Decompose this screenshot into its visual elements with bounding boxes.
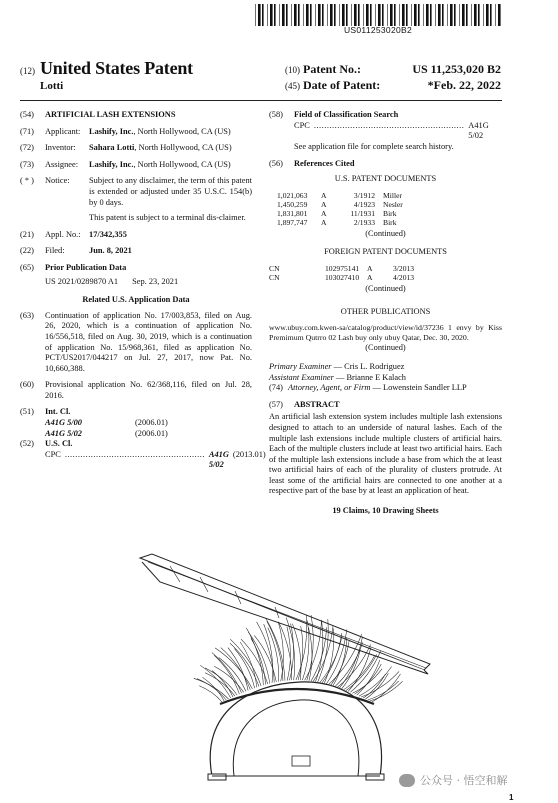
barcode-bar [274, 4, 276, 26]
attorney [269, 383, 502, 394]
reference-kind: A [321, 190, 327, 200]
reference-number: 1,450,259 [277, 199, 308, 209]
applicator-upper-arm [140, 554, 430, 670]
barcode-bar [318, 4, 321, 26]
claims-summary: 19 Claims, 10 Drawing Sheets [332, 506, 439, 516]
patent-number-label: Patent No.: [303, 62, 361, 76]
reference-date: 3/2013 [393, 263, 415, 273]
attorney-label: Attorney, Agent, or Firm [287, 383, 371, 393]
field-appl-no [20, 230, 252, 241]
reference-date: 4/2013 [393, 272, 415, 282]
barcode-bar [298, 4, 300, 26]
publication-number: US 2021/0289870 A1 [45, 276, 119, 286]
classification-version: (2006.01) [135, 428, 168, 438]
barcode-bar [414, 4, 417, 26]
classification: A41G 5/00 [45, 418, 82, 428]
barcode-bar [399, 4, 400, 26]
other-publication: www.ubuy.com.kwen-sa/catalog/product/view/id/37236 1 envy by Kiss Premimum Qutrro 02 Lash buy only ubuy Qatar, Dec. 30, 2020. [269, 323, 502, 342]
watermark [399, 772, 508, 788]
barcode-bar [423, 4, 424, 26]
barcode-bar [322, 4, 324, 26]
barcode-bar [495, 4, 496, 26]
reference-date: 2/1933 [353, 218, 375, 228]
document-title: United States Patent [40, 58, 193, 78]
reference-kind: A [321, 208, 327, 218]
assistant-examiner [269, 373, 502, 384]
us-cl-cpc-row [20, 449, 266, 471]
applicant-location: , North Hollywood, CA (US) [133, 126, 231, 136]
reference-kind: A [367, 263, 373, 273]
barcode-bar [382, 4, 384, 26]
code-45: (45) [285, 81, 300, 91]
barcode-bar [394, 4, 396, 26]
barcode-bar [483, 4, 484, 26]
field-int-cl [20, 407, 252, 418]
lash-hair [202, 677, 224, 701]
field-number: (22) [20, 246, 34, 256]
continued-note: (Continued) [365, 283, 406, 293]
barcode-bar [291, 4, 292, 26]
barcode-bar [354, 4, 357, 26]
lash-hair [214, 655, 239, 694]
field-number: (73) [20, 159, 34, 169]
barcode-bar [315, 4, 316, 26]
patent-number: US 11,253,020 B2 [412, 62, 501, 76]
barcode-bar [406, 4, 408, 26]
lash-hair [221, 648, 251, 690]
invention-title: ARTIFICIAL LASH EXTENSIONS [45, 110, 176, 119]
search-history-note: See application file for complete search history. [294, 141, 454, 151]
section-heading: U.S. PATENT DOCUMENTS [334, 173, 437, 183]
field-label: Filed: [45, 246, 65, 256]
field-value [89, 127, 252, 138]
reference-kind: A [321, 199, 327, 209]
field-number: (58) [269, 110, 283, 119]
barcode-bar [279, 4, 280, 26]
barcode-bar [430, 4, 432, 26]
field-label: Field of Classification Search [294, 110, 399, 119]
reference-name: Birk [383, 208, 397, 218]
barcode-bar [459, 4, 460, 26]
field-applicant [20, 127, 252, 138]
barcode-bar [435, 4, 436, 26]
search-cpc-row [269, 121, 502, 142]
reference-date: 4/1923 [353, 199, 375, 209]
lash-hair [234, 649, 254, 689]
reference-name: Birk [383, 218, 397, 228]
reference-number: 1,831,801 [277, 208, 308, 218]
barcode-bar [402, 4, 405, 26]
field-number: (71) [20, 126, 34, 136]
assignee-location: , North Hollywood, CA (US) [133, 159, 231, 169]
reference-country: CN [269, 263, 280, 273]
barcode-bar [387, 4, 388, 26]
section-heading: References Cited [294, 159, 355, 169]
patent-number-row [285, 62, 501, 78]
notice-text: Subject to any disclaimer, the term of this patent is extended or adjusted under 35 U.S.C. 154(b) by 0 days. [89, 176, 252, 207]
reference-country: CN [269, 272, 280, 282]
patent-drawing [140, 552, 430, 782]
date-row [285, 78, 501, 94]
prior-publication-row [20, 277, 252, 288]
barcode [255, 4, 501, 26]
classification: A41G 5/02 [45, 428, 82, 438]
classification: A41G 5/02 [468, 120, 489, 141]
filing-date: Jun. 8, 2021 [89, 246, 132, 256]
field-abstract [269, 400, 502, 411]
watermark-text: 公众号 · 悟空和解 [420, 774, 508, 787]
section-heading: FOREIGN PATENT DOCUMENTS [324, 246, 447, 256]
eye-model-plaque [292, 756, 310, 766]
reference-row [269, 264, 502, 273]
eye-model-foot [366, 774, 384, 780]
barcode-bar [342, 4, 345, 26]
barcode-bar [447, 4, 448, 26]
field-inventor [20, 143, 252, 154]
reference-number: 102975141 [325, 263, 360, 273]
leader-dots: .......................................................... [313, 120, 465, 130]
continued-note: (Continued) [365, 343, 406, 353]
field-value [89, 143, 252, 154]
field-number: (63) [20, 310, 34, 320]
us-references-table [269, 191, 502, 228]
barcode-bar [339, 4, 340, 26]
reference-number: 1,897,747 [277, 218, 308, 228]
field-value [89, 176, 252, 223]
lash-hair [254, 635, 276, 682]
field-value [89, 160, 252, 171]
lash-hair [287, 627, 290, 681]
code-12: (12) [20, 66, 35, 76]
leader-dots: ...................................................... [64, 449, 205, 459]
attorney-name: — Lowenstein Sandler LLP [370, 383, 467, 393]
barcode-bar [471, 4, 472, 26]
barcode-number: US011253020B2 [343, 25, 413, 35]
classification-version: (2013.01) [232, 449, 266, 459]
barcode-bar [310, 4, 312, 26]
field-number: (72) [20, 143, 34, 153]
barcode-bar [375, 4, 376, 26]
left-column [20, 110, 266, 471]
reference-row [269, 209, 502, 218]
barcode-bar [490, 4, 492, 26]
applicator-lower-arm [142, 562, 428, 674]
primary-examiner-label: Primary Examiner [269, 361, 332, 371]
field-label: Appl. No.: [45, 229, 81, 239]
barcode-bar [270, 4, 273, 26]
barcode-bar [498, 4, 501, 26]
field-title [20, 110, 252, 121]
barcode-bar [286, 4, 288, 26]
lash-hair [352, 669, 382, 693]
barcode-bar [282, 4, 285, 26]
field-number: (56) [269, 159, 283, 169]
inventor-name: Sahara Lotti [89, 143, 135, 153]
header-divider [20, 100, 502, 101]
reference-date: 3/1912 [353, 190, 375, 200]
barcode-bar [454, 4, 456, 26]
lash-hair [230, 643, 259, 686]
barcode-bar [411, 4, 412, 26]
applicator-edge [148, 562, 426, 668]
barcode-bar [486, 4, 489, 26]
field-label: U.S. Cl. [45, 439, 73, 449]
reference-row [269, 273, 502, 282]
barcode-bar [478, 4, 480, 26]
inventor-short-name: Lotti [40, 80, 64, 92]
barcode-bar [442, 4, 444, 26]
lash-hair [268, 628, 279, 682]
field-number: ( * ) [20, 176, 34, 186]
barcode-bar [363, 4, 364, 26]
barcode-bar [267, 4, 268, 26]
code-10: (10) [285, 65, 300, 75]
lash-hair [215, 648, 252, 689]
terminal-disclaimer-text: This patent is subject to a terminal dis-claimer. [89, 213, 246, 223]
barcode-bar [262, 4, 264, 26]
barcode-bar [346, 4, 348, 26]
page-number: 1 [509, 793, 514, 802]
assistant-examiner-name: — Brianne E Kalach [333, 372, 406, 382]
int-cl-row [20, 418, 252, 429]
barcode-bar [327, 4, 328, 26]
primary-examiner-name: — Cris L. Rodriguez [331, 361, 405, 371]
patent-date: *Feb. 22, 2022 [427, 78, 501, 92]
section-heading: OTHER PUBLICATIONS [340, 306, 431, 316]
application-number: 17/342,355 [89, 229, 127, 239]
barcode-bar [418, 4, 420, 26]
eye-model-foot [208, 774, 226, 780]
reference-row [269, 200, 502, 209]
barcode-bar [334, 4, 336, 26]
reference-kind: A [321, 218, 327, 228]
field-number: (60) [20, 380, 34, 390]
publication-date: Sep. 23, 2021 [132, 276, 179, 286]
reference-name: Miller [383, 190, 402, 200]
field-filed [20, 246, 252, 257]
barcode-bar [306, 4, 309, 26]
assignee-name: Lashify, Inc. [89, 159, 134, 169]
section-heading: Related U.S. Application Data [82, 295, 190, 305]
section-heading: ABSTRACT [294, 399, 340, 409]
barcode-bar [358, 4, 360, 26]
barcode-bar [330, 4, 333, 26]
reference-number: 103027410 [325, 272, 360, 282]
field-number: (65) [20, 262, 34, 272]
barcode-bar [294, 4, 297, 26]
field-label: Int. Cl. [45, 407, 71, 417]
continuation-text: Continuation of application No. 17/003,853, filed on Aug. 26, 2020, which is a continuation of application No. 16/556,518, filed on Aug. 30, 2019, which is a continuation of application No. 15/968,361, filed as application No. PCT/US2017/044217 on Jul. 27, 2017, now Pat. No. 10,660,388. [45, 310, 252, 373]
section-heading: Prior Publication Data [45, 262, 127, 272]
barcode-bar [474, 4, 477, 26]
abstract-text: An artificial lash extension system includes multiple lash extensions designed to attach to an underside of natural lashes. Each of the multiple lash extensions include multiple clusters of artificial hairs. Each of the multiple clusters include at least two artificial hairs. Each of the multiple lash extensions include a base from which the at least two artificial hairs of each of the plurality of clusters protrude. At least some of the artificial hairs are connected to one another at a respective part of the base by at least an application of heat. [269, 412, 502, 496]
field-provisional [20, 380, 252, 401]
field-label: Assignee: [45, 159, 79, 169]
foreign-references-table [269, 264, 502, 282]
applicant-name: Lashify, Inc. [89, 126, 134, 136]
primary-examiner [269, 362, 502, 373]
field-notice [20, 176, 252, 223]
barcode-bar [390, 4, 393, 26]
lash-hair [199, 686, 222, 702]
cpc-label: CPC [294, 120, 310, 130]
barcode-bar [303, 4, 304, 26]
field-label: Notice: [45, 176, 70, 186]
barcode-bar [258, 4, 261, 26]
field-number: (54) [20, 110, 34, 119]
reference-kind: A [367, 272, 373, 282]
wechat-icon [399, 774, 415, 787]
barcode-bar [370, 4, 372, 26]
lash-hair [372, 674, 401, 702]
lash-hair [228, 648, 248, 691]
date-label: Date of Patent: [303, 78, 381, 92]
reference-row [269, 191, 502, 200]
reference-date: 11/1931 [350, 208, 375, 218]
continued-note: (Continued) [365, 229, 406, 239]
field-classification-search [269, 110, 502, 121]
field-label: Inventor: [45, 143, 76, 153]
field-number: (21) [20, 229, 34, 239]
right-column [269, 110, 502, 517]
field-number: (57) [269, 399, 283, 409]
provisional-text: Provisional application No. 62/368,116, filed on Jul. 28, 2016. [45, 380, 252, 400]
barcode-bar [366, 4, 369, 26]
classification-version: (2006.01) [135, 418, 168, 428]
field-label: Applicant: [45, 126, 81, 136]
field-references [269, 159, 502, 170]
barcode-bar [351, 4, 352, 26]
reference-name: Nesler [383, 199, 403, 209]
field-prior-publication [20, 263, 252, 274]
field-assignee [20, 160, 252, 171]
barcode-bar [255, 4, 256, 26]
barcode-bar [378, 4, 381, 26]
field-number: (52) [20, 439, 34, 449]
field-number: (74) [269, 383, 283, 393]
barcode-bar [462, 4, 465, 26]
assistant-examiner-label: Assistant Examiner [269, 372, 334, 382]
field-us-cl [20, 439, 252, 450]
barcode-bar [426, 4, 429, 26]
barcode-bar [450, 4, 453, 26]
classification: A41G 5/02 [208, 449, 229, 470]
header-right [285, 62, 501, 94]
cpc-label: CPC [45, 449, 61, 459]
reference-row [269, 218, 502, 227]
int-cl-row [20, 429, 252, 440]
barcode-bar [466, 4, 468, 26]
lash-hair [200, 665, 231, 698]
barcode-bar [438, 4, 441, 26]
inventor-location: , North Hollywood, CA (US) [134, 143, 232, 153]
field-continuation [20, 311, 252, 375]
field-number: (51) [20, 407, 34, 417]
reference-number: 1,021,063 [277, 190, 308, 200]
